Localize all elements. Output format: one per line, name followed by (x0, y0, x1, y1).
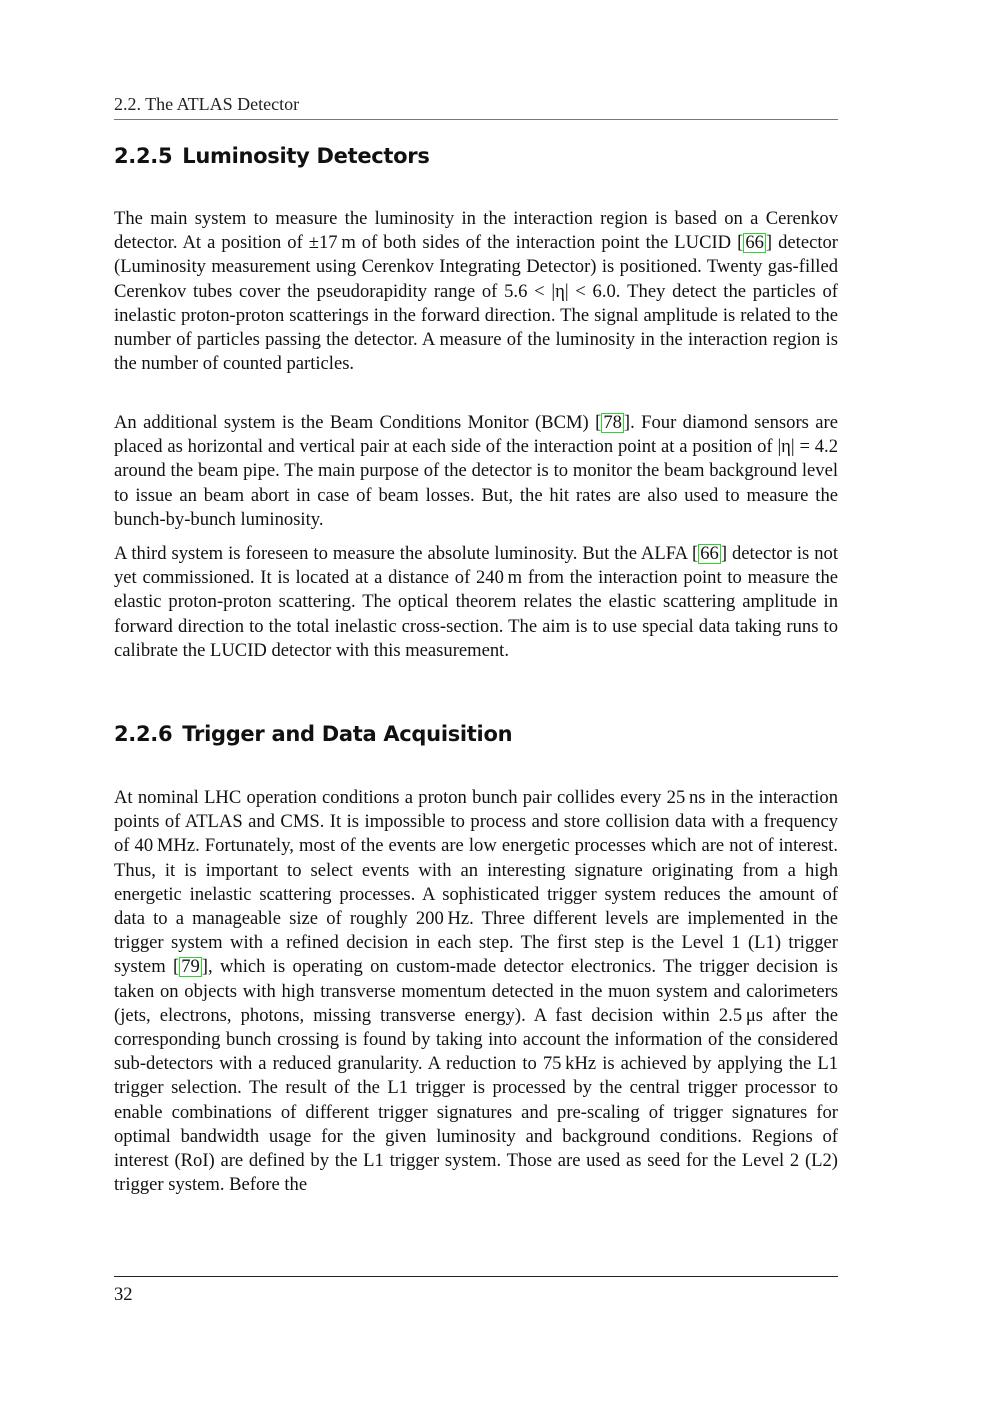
paragraph-bcm (114, 411, 838, 532)
paragraph-text: An additional system is the Beam Conditions Monitor (BCM) [ (114, 412, 602, 433)
section-heading-2-2-6 (114, 722, 838, 746)
paragraph-lucid (114, 207, 838, 376)
citation-link[interactable]: 78 (603, 412, 622, 433)
paragraph-trigger (114, 786, 838, 1197)
section-title: Luminosity Detectors (182, 144, 430, 168)
paragraph-text: At nominal LHC operation conditions a proton bunch pair collides every 25 ns in the interaction points of ATLAS and CMS. It is impossible to process and store collision data with a frequency of 40 MHz. Fortunately, most of the events are low energetic processes which are not of interest. Thus, it is important to select events with an interesting signature originating from a high energetic inelastic scattering processes. A sophisticated trigger system reduces the amount of data to a manageable size of roughly 200 Hz. Three different levels are implemented in the trigger system with a refined decision in each step. The first step is the Level 1 (L1) trigger system [ (114, 787, 838, 978)
paragraph-text: The main system to measure the luminosity in the interaction region is based on a Cerenkov detector. At a position of ±17 m of both sides of the interaction point the LUCID [ (114, 208, 838, 254)
section-number: 2.2.5 (114, 144, 173, 168)
paragraph-text: ]. Four diamond sensors are placed as horizontal and vertical pair at each side of the interaction point at a position of |η| = 4.2 around the beam pipe. The main purpose of the detector is to monitor the beam background level to issue an beam abort in case of beam losses. But, the hit rates are also used to measure the bunch-by-bunch luminosity. (114, 412, 838, 530)
running-header: 2.2. The ATLAS Detector (114, 94, 838, 120)
paragraph-text: A third system is foreseen to measure the absolute luminosity. But the ALFA [ (114, 543, 699, 564)
paragraph-text: ] detector is not yet commissioned. It is located at a distance of 240 m from the interaction point to measure the elastic proton-proton scattering. The optical theorem relates the elastic scattering amplitude in forward direction to the total inelastic cross-section. The aim is to use special data taking runs to calibrate the LUCID detector with this measurement. (114, 543, 838, 661)
citation-link[interactable]: 79 (181, 956, 200, 978)
paragraph-text: ], which is operating on custom-made detector electronics. The trigger decision is taken on objects with high transverse momentum detected in the muon system and calorimeters (jets, electrons, photons, missing transverse energy). A fast decision within 2.5 μs after the corresponding bunch crossing is found by taking into account the information of the considered sub-detectors with a reduced granularity. A reduction to 75 kHz is achieved by applying the L1 trigger selection. The result of the L1 trigger is processed by the central trigger processor to enable combinations of different trigger signatures and pre-scaling of trigger signatures for optimal bandwidth usage for the given luminosity and background conditions. Regions of interest (RoI) are defined by the L1 trigger system. Those are used as seed for the Level 2 (L2) trigger system. Before the (114, 956, 838, 1196)
section-number: 2.2.6 (114, 722, 173, 746)
citation-link[interactable]: 66 (700, 543, 719, 564)
paragraph-alfa (114, 542, 838, 663)
footer-rule (114, 1276, 838, 1277)
page-number: 32 (114, 1284, 133, 1305)
section-title: Trigger and Data Acquisition (182, 722, 513, 746)
citation-link[interactable]: 66 (745, 232, 764, 254)
paragraph-text: ] detector (Luminosity measurement using Cerenkov Integrating Detector) is positioned. Twenty gas-filled Cerenkov tubes cover the pseudorapidity range of 5.6 < |η| < 6.0. They detect the particles of inelastic proton-proton scatterings in the forward direction. The signal amplitude is related to the number of particles passing the detector. A measure of the luminosity in the interaction region is the number of counted particles. (114, 232, 838, 375)
section-heading-2-2-5 (114, 144, 838, 168)
